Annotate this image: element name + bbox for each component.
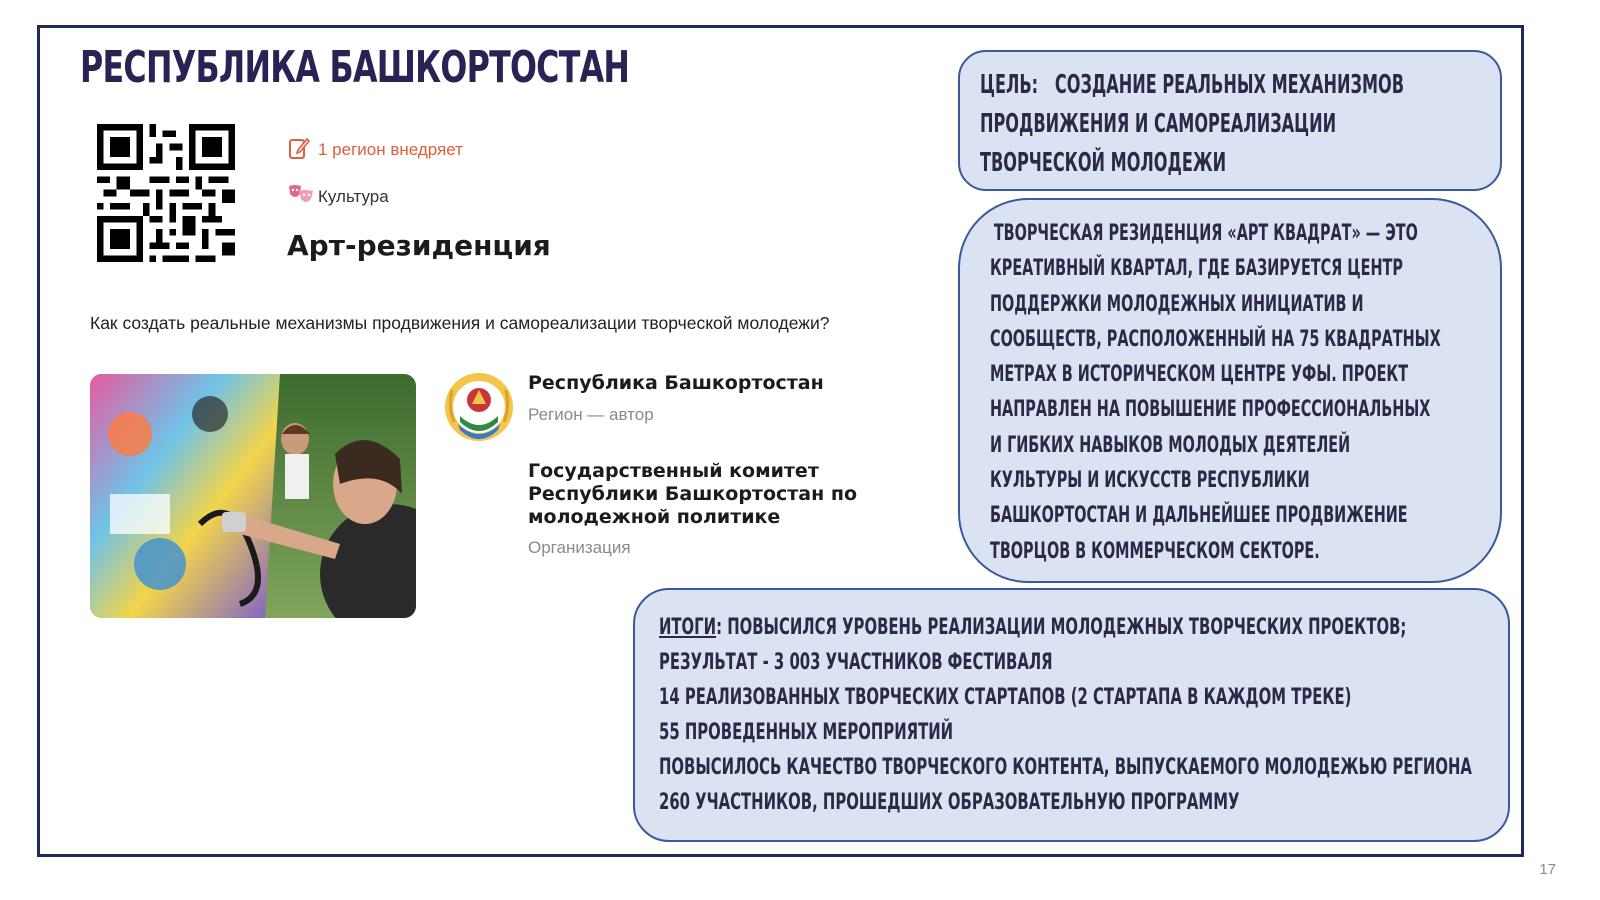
author-role: Регион — автор: [528, 405, 654, 424]
description-line: ПОДДЕРЖКИ МОЛОДЕЖНЫХ ИНИЦИАТИВ И: [990, 290, 1364, 317]
results-text: [659, 610, 1472, 820]
description-line: МЕТРАХ В ИСТОРИЧЕСКОМ ЦЕНТРЕ УФЫ. ПРОЕКТ: [990, 361, 1409, 388]
results-label: ИТОГИ: [659, 614, 717, 640]
results-line: 14 РЕАЛИЗОВАННЫХ ТВОРЧЕСКИХ СТАРТАПОВ (2 СТАРТАПА В КАЖДОМ ТРЕКЕ): [659, 684, 1352, 710]
page-title: РЕСПУБЛИКА БАШКОРТОСТАН: [80, 42, 630, 93]
results-line: 55 ПРОВЕДЕННЫХ МЕРОПРИЯТИЙ: [659, 719, 954, 745]
results-line: РЕЗУЛЬТАТ - 3 003 УЧАСТНИКОВ ФЕСТИВАЛЯ: [659, 649, 1053, 675]
tag-region-label: 1 регион внедряет: [318, 139, 463, 159]
organization-name: Государственный комитет Республики Башкортостан по молодежной политике: [528, 460, 858, 528]
description-line: ТВОРЦОВ В КОММЕРЧЕСКОМ СЕКТОРЕ.: [990, 537, 1320, 564]
project-question: Как создать реальные механизмы продвижения и самореализации творческой молодежи?: [90, 313, 830, 333]
tag-culture-label: Культура: [318, 186, 389, 206]
goal-line: ПРОДВИЖЕНИЯ И САМОРЕАЛИЗАЦИИ: [980, 109, 1337, 139]
goal-text: [980, 66, 1404, 183]
document-edit-icon: [288, 136, 312, 165]
region-emblem: [442, 370, 516, 448]
description-line: НАПРАВЛЕН НА ПОВЫШЕНИЕ ПРОФЕССИОНАЛЬНЫХ: [990, 396, 1431, 423]
results-line: ПОВЫСИЛОСЬ КАЧЕСТВО ТВОРЧЕСКОГО КОНТЕНТА, ВЫПУСКАЕМОГО МОЛОДЕЖЬЮ РЕГИОНА: [659, 754, 1472, 780]
qr-code: [97, 124, 235, 262]
description-line: ТВОРЧЕСКАЯ РЕЗИДЕНЦИЯ «АРТ КВАДРАТ» — ЭТО: [993, 220, 1418, 246]
results-line: 260 УЧАСТНИКОВ, ПРОШЕДШИХ ОБРАЗОВАТЕЛЬНУЮ ПРОГРАММУ: [659, 789, 1240, 815]
results-line: : ПОВЫСИЛСЯ УРОВЕНЬ РЕАЛИЗАЦИИ МОЛОДЕЖНЫХ ТВОРЧЕСКИХ ПРОЕКТОВ;: [716, 614, 1407, 640]
goal-line: СОЗДАНИЕ РЕАЛЬНЫХ МЕХАНИЗМОВ: [1054, 70, 1404, 100]
description-line: КУЛЬТУРЫ И ИСКУССТВ РЕСПУБЛИКИ: [990, 467, 1310, 494]
goal-box: [958, 50, 1502, 191]
author-name: Республика Башкортостан: [528, 372, 824, 394]
tag-culture: [288, 184, 389, 211]
description-box: [958, 198, 1502, 583]
project-name: Арт-резиденция: [287, 229, 551, 262]
theater-masks-icon: [288, 184, 312, 211]
description-line: БАШКОРТОСТАН И ДАЛЬНЕЙШЕЕ ПРОДВИЖЕНИЕ: [990, 502, 1408, 529]
description-line: СООБЩЕСТВ, РАСПОЛОЖЕННЫЙ НА 75 КВАДРАТНЫХ: [990, 325, 1441, 352]
description-line: И ГИБКИХ НАВЫКОВ МОЛОДЫХ ДЕЯТЕЛЕЙ: [990, 431, 1351, 458]
goal-line: ТВОРЧЕСКОЙ МОЛОДЕЖИ: [980, 148, 1227, 178]
goal-label: ЦЕЛЬ:: [980, 70, 1039, 100]
project-photo: [90, 374, 416, 618]
organization-role: Организация: [528, 538, 631, 557]
page-number: 17: [1539, 861, 1556, 878]
description-line: КРЕАТИВНЫЙ КВАРТАЛ, ГДЕ БАЗИРУЕТСЯ ЦЕНТР: [990, 255, 1403, 282]
description-text: [990, 216, 1441, 569]
results-box: [633, 588, 1510, 842]
tag-region: [288, 136, 463, 165]
